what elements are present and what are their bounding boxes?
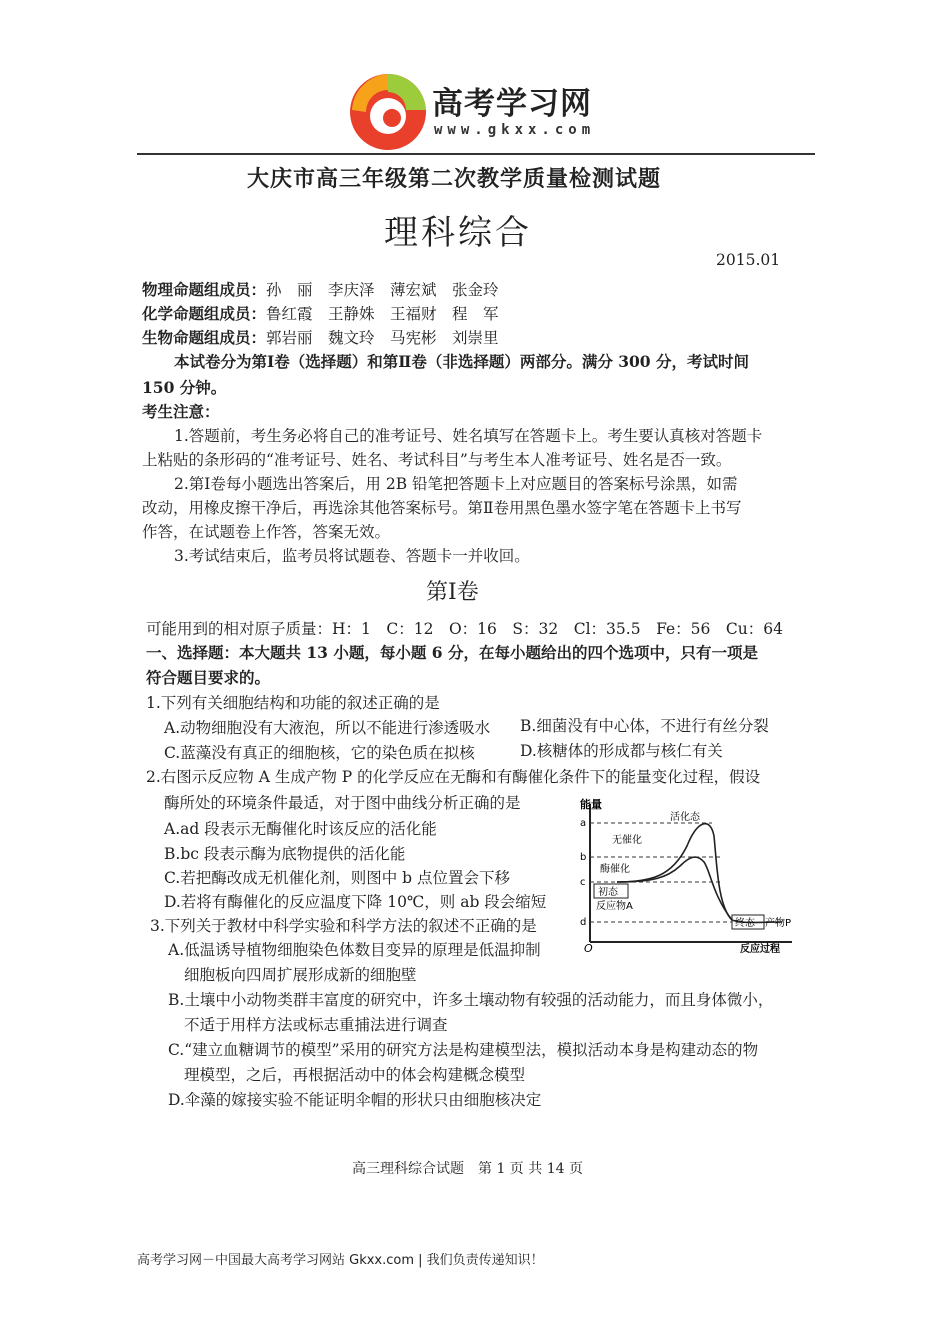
question-3-option-a-cont: 细胞板向四周扩展形成新的细胞壁 xyxy=(184,966,417,984)
question-1-option-a: A.动物细胞没有大液泡，所以不能进行渗透吸水 xyxy=(164,719,491,737)
point-b: b xyxy=(580,852,587,863)
initial-state-label: 初态 xyxy=(598,887,618,898)
point-a: a xyxy=(580,818,587,829)
enzyme-curve xyxy=(617,857,732,920)
question-3-stem: 3.下列关于教材中科学实验和科学方法的叙述不正确的是 xyxy=(150,917,537,935)
atomic-mass: 可能用到的相对原子质量：H：1 C：12 O：16 S：32 Cl：35.5 Fe：56 Cu：64 xyxy=(146,620,783,638)
question-1-stem: 1.下列有关细胞结构和功能的叙述正确的是 xyxy=(146,694,440,712)
site-footer: 高考学习网－中国最大高考学习网站 Gkxx.com | 我们负责传递知识！ xyxy=(137,1253,544,1268)
logo-text: 高考学习网 xyxy=(432,86,592,122)
logo-url: www.gkxx.com xyxy=(434,122,596,138)
x-axis-label: 反应过程 xyxy=(740,944,780,955)
committee-biology xyxy=(142,326,499,350)
notice-line: 1.答题前，考生务必将自己的准考证号、姓名填写在答题卡上。考生要认真核对答题卡 xyxy=(174,427,763,445)
question-2-option-d: D.若将有酶催化的反应温度下降 10℃，则 ab 段会缩短 xyxy=(164,893,547,911)
committee-label: 物理命题组成员： xyxy=(142,280,267,299)
notice-line: 2.第Ⅰ卷每小题选出答案后，用 2B 铅笔把答题卡上对应题目的答案标号涂黑，如需 xyxy=(174,475,738,493)
site-logo xyxy=(348,70,618,152)
committee-label: 化学命题组成员： xyxy=(142,304,267,323)
point-c: c xyxy=(580,877,586,888)
exam-date: 2015.01 xyxy=(716,251,781,269)
question-3-option-c-cont: 理模型，之后，再根据活动中的体会构建概念模型 xyxy=(184,1066,526,1084)
notice-line: 3.考试结束后，监考员将试题卷、答题卡一并收回。 xyxy=(174,547,530,565)
energy-diagram xyxy=(572,796,798,956)
notice-title: 考生注意： xyxy=(142,402,220,421)
logo-icon xyxy=(348,70,428,152)
product-label: 产物P xyxy=(765,918,792,929)
origin-label: O xyxy=(584,942,593,955)
no-catalyst-label: 无催化 xyxy=(612,835,642,846)
intro-line: 150 分钟。 xyxy=(142,378,227,397)
header-rule xyxy=(137,153,815,155)
notice-line: 改动，用橡皮擦干净后，再选涂其他答案标号。第Ⅱ卷用黑色墨水签字笔在答题卡上书写 xyxy=(142,499,742,517)
point-d: d xyxy=(580,917,587,928)
final-state-label: 终态 xyxy=(735,918,755,929)
enzyme-label: 酶催化 xyxy=(600,864,630,875)
exam-subtitle: 理科综合 xyxy=(384,213,532,253)
notice-line: 作答，在试题卷上作答，答案无效。 xyxy=(142,523,391,541)
page-footer: 高三理科综合试题 第 1 页 共 14 页 xyxy=(352,1161,583,1177)
activated-state-label: 活化态 xyxy=(670,812,700,823)
question-3-option-b-cont: 不适于用样方法或标志重捕法进行调查 xyxy=(184,1016,448,1034)
question-3-option-b: B.土壤中小动物类群丰富度的研究中，许多土壤动物有较强的活动能力，而且身体微小， xyxy=(168,991,774,1009)
section-title: 第Ⅰ卷 xyxy=(426,580,479,605)
instructions-line: 符合题目要求的。 xyxy=(146,668,271,687)
question-3-option-c: C.“建立血糖调节的模型”采用的研究方法是构建模型法，模拟活动本身是构建动态的物 xyxy=(168,1041,759,1059)
question-3-option-a: A.低温诱导植物细胞染色体数目变异的原理是低温抑制 xyxy=(168,941,541,959)
committee-label: 生物命题组成员： xyxy=(142,328,267,347)
question-2-stem: 酶所处的环境条件最适，对于图中曲线分析正确的是 xyxy=(164,794,521,812)
question-3-option-d: D.伞藻的嫁接实验不能证明伞帽的形状只由细胞核决定 xyxy=(168,1091,542,1109)
question-2-option-a: A.ad 段表示无酶催化时该反应的活化能 xyxy=(164,820,437,838)
committee-members: 孙 丽 李庆泽 薄宏斌 张金玲 xyxy=(266,281,499,299)
question-1-option-c: C.蓝藻没有真正的细胞核，它的染色质在拟核 xyxy=(164,744,475,762)
instructions-line: 一、选择题：本大题共 13 小题，每小题 6 分，在每小题给出的四个选项中，只有一项是 xyxy=(146,643,758,662)
question-2-option-c: C.若把酶改成无机催化剂，则图中 b 点位置会下移 xyxy=(164,869,511,887)
y-axis-label: 能量 xyxy=(580,798,602,811)
committee-members: 郭岩丽 魏文玲 马宪彬 刘崇里 xyxy=(266,329,499,347)
committee-members: 鲁红霞 王静姝 王福财 程 军 xyxy=(266,305,499,323)
intro-line: 本试卷分为第Ⅰ卷（选择题）和第Ⅱ卷（非选择题）两部分。满分 300 分，考试时间 xyxy=(174,352,749,371)
reactant-label: 反应物A xyxy=(596,901,633,912)
question-1-option-b: B.细菌没有中心体，不进行有丝分裂 xyxy=(520,717,769,735)
question-2-stem: 2.右图示反应物 A 生成产物 P 的化学反应在无酶和有酶催化条件下的能量变化过程，假设 xyxy=(146,768,761,786)
committee-chemistry xyxy=(142,302,499,326)
committee-physics xyxy=(142,278,499,302)
notice-line: 上粘贴的条形码的“准考证号、姓名、考试科目”与考生本人准考证号、姓名是否一致。 xyxy=(142,451,732,469)
question-1-option-d: D.核糖体的形成都与核仁有关 xyxy=(520,742,723,760)
exam-title: 大庆市高三年级第二次教学质量检测试题 xyxy=(247,166,662,192)
question-2-option-b: B.bc 段表示酶为底物提供的活化能 xyxy=(164,845,406,863)
